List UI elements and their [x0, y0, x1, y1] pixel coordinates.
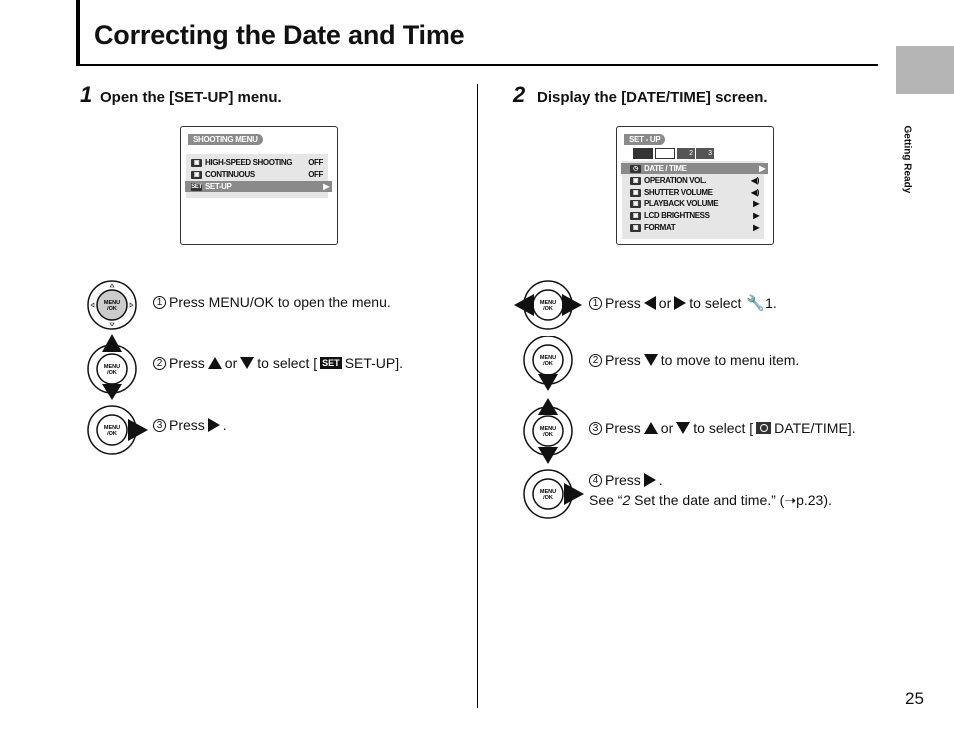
step1-instruction-1: 1 Press MENU/OK to open the menu. — [153, 294, 391, 310]
down-arrow-icon — [676, 422, 690, 434]
step2-lcd-screen — [616, 126, 774, 245]
svg-text:/OK: /OK — [543, 361, 553, 367]
step1-instruction-2: 2 Press or to select [ SET SET-UP]. — [153, 355, 403, 371]
step2-instruction-1: 1 Press or to select 🔧 1. — [589, 294, 777, 312]
section-label: Getting Ready — [901, 125, 913, 194]
shutter-icon: ▣ — [630, 189, 641, 197]
svg-text:MENU: MENU — [539, 300, 557, 306]
up-arrow-icon — [644, 422, 658, 434]
lcd-menu-header: SET - UP — [624, 134, 665, 145]
column-divider — [477, 84, 478, 708]
lcd-row: ▣ PLAYBACK VOLUME ▶ — [630, 198, 762, 209]
step2-see-reference: See “2 Set the date and time.” (➝p.23). — [589, 492, 832, 508]
section-tab — [896, 46, 954, 94]
svg-text:/OK: /OK — [543, 306, 553, 312]
svg-text:MENU: MENU — [103, 364, 121, 370]
dial-left-right — [512, 276, 584, 334]
dial-up-down — [520, 396, 580, 466]
step2-instruction-4: 4 Press . — [589, 472, 663, 488]
svg-text:MENU: MENU — [539, 355, 557, 361]
step1-title: Open the [SET-UP] menu. — [100, 89, 282, 106]
brightness-icon: ▣ — [630, 212, 641, 220]
volume-icon: ▣ — [630, 177, 641, 185]
lcd-row-selected: ◷ DATE / TIME ▶ — [621, 163, 768, 174]
lcd-row: ▣ LCD BRIGHTNESS ▶ — [630, 210, 762, 221]
lcd-row: ▣ FORMAT ▶ — [630, 222, 762, 233]
dial-menu-ok — [84, 276, 144, 336]
step1-instruction-3: 3 Press . — [153, 417, 227, 433]
step2-number: 2 — [513, 82, 526, 107]
wrench-icon: 🔧 — [746, 295, 766, 312]
svg-text:/OK: /OK — [107, 306, 117, 312]
lcd-row: ▣ OPERATION VOL. ◀) — [630, 175, 762, 186]
svg-text:/OK: /OK — [543, 432, 553, 438]
setup-icon: SET — [191, 183, 202, 190]
camera-tab-icon — [633, 148, 653, 159]
down-arrow-icon — [644, 354, 658, 366]
burst-icon: ▣ — [191, 159, 202, 167]
right-arrow-icon — [674, 296, 686, 310]
lcd-row: ▣ HIGH-SPEED SHOOTING OFF — [191, 157, 326, 168]
lcd-menu-header: SHOOTING MENU — [188, 134, 263, 145]
svg-text:MENU: MENU — [539, 489, 557, 495]
dial-up-down — [84, 332, 144, 402]
step1-number: 1 — [80, 82, 93, 107]
right-arrow-icon — [208, 418, 220, 432]
svg-text:MENU: MENU — [539, 426, 557, 432]
lcd-row: ▣ CONTINUOUS OFF — [191, 169, 326, 180]
step2-instruction-3: 3 Press or to select [ DATE/TIME]. — [589, 420, 856, 436]
setup-icon: SET — [322, 358, 340, 368]
page-number: 25 — [905, 689, 924, 708]
wrench-tab-icon — [655, 148, 675, 159]
svg-text:MENU: MENU — [103, 300, 121, 306]
left-arrow-icon — [644, 296, 656, 310]
step2-title: Display the [DATE/TIME] screen. — [537, 89, 768, 106]
wrench-tab-3-icon: 3 — [696, 148, 714, 159]
clock-icon: ◷ — [630, 165, 641, 173]
page-title: Correcting the Date and Time — [94, 20, 465, 50]
svg-text:/OK: /OK — [107, 431, 117, 437]
clock-icon — [756, 422, 771, 434]
continuous-icon: ▣ — [191, 171, 202, 179]
dial-down — [520, 336, 580, 392]
title-accent-bar — [76, 0, 80, 66]
svg-text:/OK: /OK — [543, 495, 553, 501]
svg-text:MENU: MENU — [103, 425, 121, 431]
step2-instruction-2: 2 Press to move to menu item. — [589, 352, 799, 368]
title-rule — [76, 64, 878, 66]
svg-text:/OK: /OK — [107, 370, 117, 376]
format-icon: ▣ — [630, 224, 641, 232]
up-arrow-icon — [208, 357, 222, 369]
playback-icon: ▣ — [630, 200, 641, 208]
lcd-row-selected: SET SET-UP ▶ — [185, 181, 332, 192]
dial-right — [84, 402, 150, 458]
right-arrow-icon — [644, 473, 656, 487]
down-arrow-icon — [240, 357, 254, 369]
wrench-tab-2-icon: 2 — [677, 148, 695, 159]
lcd-row: ▣ SHUTTER VOLUME ◀) — [630, 187, 762, 198]
step1-lcd-screen — [180, 126, 338, 245]
dial-right — [520, 466, 586, 522]
